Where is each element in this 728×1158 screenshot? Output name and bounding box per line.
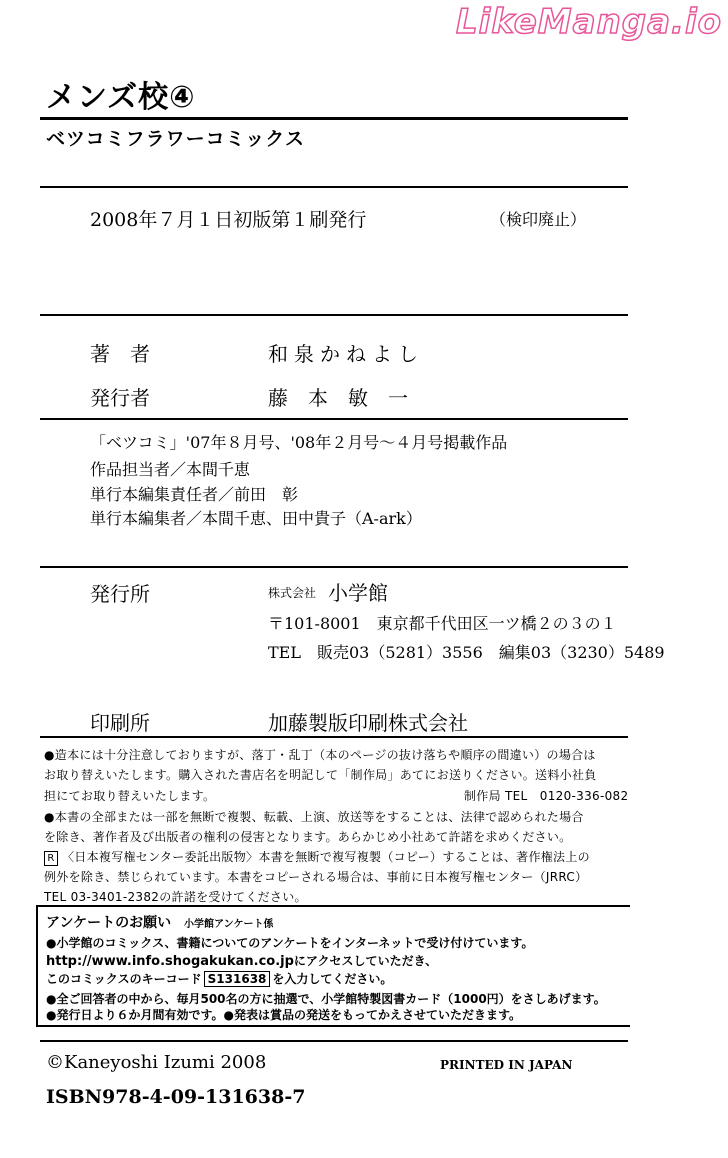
survey-sub: 小学館アンケート係 bbox=[184, 919, 274, 930]
publisher-tel: TEL 販売03（5281）3556 編集03（3230）5489 bbox=[268, 643, 665, 662]
publisher-address: 〒101-8001 東京都千代田区一ツ橋２の３の１ bbox=[268, 614, 617, 633]
credit-line: 単行本編集責任者／前田 彰 bbox=[90, 485, 299, 504]
divider bbox=[40, 566, 628, 568]
divider bbox=[40, 418, 628, 420]
survey-title: アンケートのお願い bbox=[46, 915, 172, 931]
publication-date: 2008年７月１日初版第１刷発行 bbox=[90, 209, 367, 231]
credit-line: 「ベツコミ」'07年８月号、'08年２月号～４月号掲載作品 bbox=[90, 433, 508, 452]
survey-code-suffix: を入力してください。 bbox=[272, 972, 393, 986]
divider bbox=[40, 117, 628, 120]
publisher-label: 発行所 bbox=[90, 582, 150, 606]
notice-line: お取り替えいたします。購入された書店名を明記して「制作局」あてにお送りください。送料小社負 bbox=[44, 768, 597, 782]
notice-contact: 制作局 TEL 0120-336-082 bbox=[464, 789, 629, 803]
copyright: ©Kaneyoshi Izumi 2008 bbox=[46, 1052, 267, 1073]
survey-line bbox=[46, 970, 392, 987]
divider bbox=[40, 186, 628, 188]
notice-line: を除き、著作者及び出版者の権利の侵害となります。あらかじめ小社あて許諾を求めください。 bbox=[44, 830, 572, 844]
publisher-person-label: 発行者 bbox=[90, 386, 150, 410]
notice-line: TEL 03-3401-2382の許諾を受けてください。 bbox=[44, 890, 307, 904]
credit-line: 作品担当者／本間千恵 bbox=[90, 460, 251, 479]
notice-line: 担にてお取り替えいたします。 bbox=[44, 789, 216, 803]
survey-line: ●小学館のコミックス、書籍についてのアンケートをインターネットで受け付けています。 bbox=[46, 936, 534, 950]
series-name: ベツコミフラワーコミックス bbox=[46, 128, 306, 150]
r-mark-icon: R bbox=[44, 851, 58, 866]
printed-in-japan: PRINTED IN JAPAN bbox=[440, 1058, 573, 1072]
site-watermark: LikeManga.io bbox=[456, 2, 722, 42]
notice-line: ●本書の全部または一部を無断で複製、転載、上演、放送等をすることは、法律で認められた場合 bbox=[44, 810, 584, 824]
seal-note: （検印廃止） bbox=[490, 210, 587, 229]
printer-name: 加藤製版印刷株式会社 bbox=[268, 711, 468, 735]
divider bbox=[40, 1040, 628, 1042]
survey-line: ●全ご回答者の中から、毎月500名の方に抽選で、小学館特製図書カード（1000円）をさしあげます。 bbox=[46, 992, 606, 1006]
notice-line bbox=[44, 848, 590, 866]
isbn: ISBN978-4-09-131638-7 bbox=[46, 1086, 306, 1108]
company-prefix: 株式会社 bbox=[268, 586, 317, 600]
survey-heading bbox=[46, 912, 273, 932]
divider bbox=[40, 736, 628, 738]
company-name: 小学館 bbox=[328, 581, 388, 605]
survey-url-suffix: にアクセスしていただき、 bbox=[293, 954, 438, 968]
credit-line: 単行本編集者／本間千恵、田中貴子（A-ark） bbox=[90, 509, 422, 528]
printer-label: 印刷所 bbox=[90, 711, 150, 735]
author-name: 和泉かねよし bbox=[268, 342, 424, 366]
book-title: メンズ校④ bbox=[46, 80, 196, 115]
publisher-person-name: 藤 本 敏 一 bbox=[268, 386, 408, 410]
survey-code-prefix: このコミックスのキーコード bbox=[46, 972, 202, 986]
survey-key-code: S131638 bbox=[204, 971, 271, 987]
author-label: 著 者 bbox=[90, 342, 150, 366]
survey-line: ●発行日より６か月間有効です。●発表は賞品の発送をもってかえさせていただきます。 bbox=[46, 1008, 522, 1022]
survey-line bbox=[46, 952, 437, 969]
notice-line: 例外を除き、禁じられています。本書をコピーされる場合は、事前に日本複写権センター（JRRC） bbox=[44, 870, 588, 884]
notice-text: 〈日本複写権センター委託出版物〉本書を無断で複写複製（コピー）することは、著作権法上の bbox=[62, 850, 590, 864]
notice-line: ●造本には十分注意しておりますが、落丁・乱丁（本のページの抜け落ちや順序の間違い）の場合は bbox=[44, 748, 596, 762]
divider bbox=[40, 314, 628, 316]
survey-url[interactable]: http://www.info.shogakukan.co.jp bbox=[46, 954, 294, 969]
